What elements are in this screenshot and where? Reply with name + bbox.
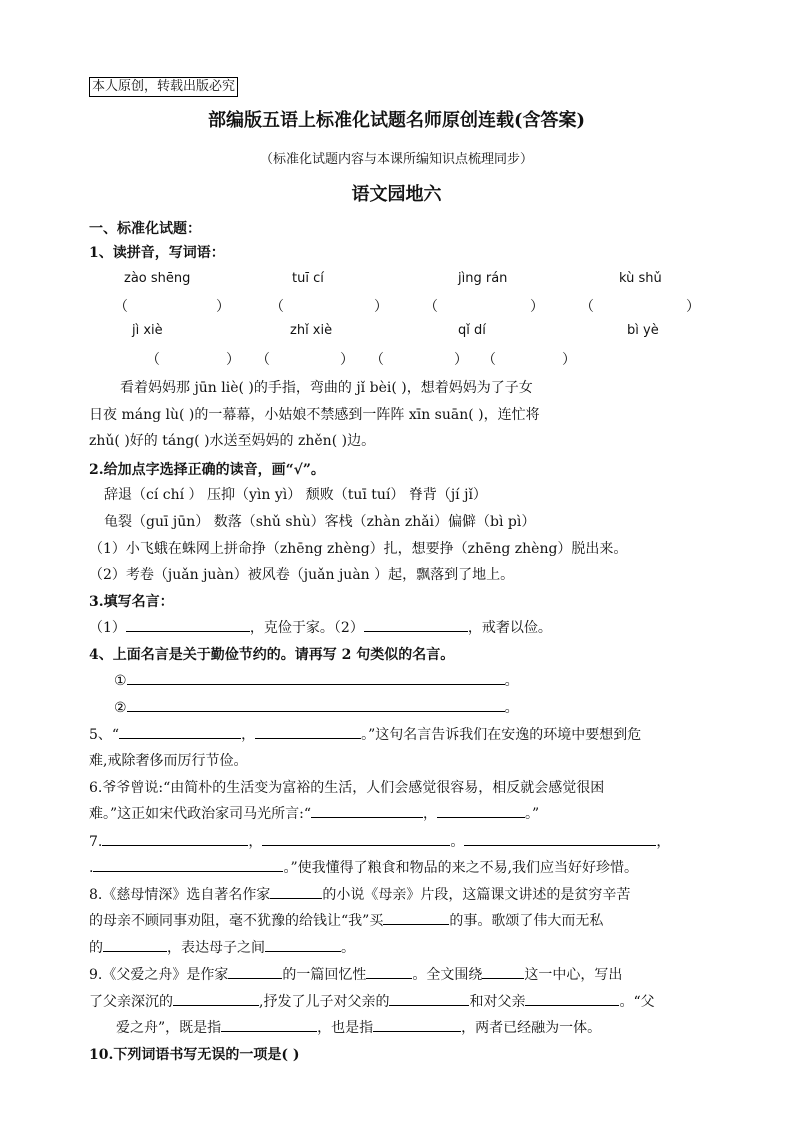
q6-blank-1[interactable]: [311, 803, 423, 818]
pinyin-8: bì yè: [627, 323, 659, 338]
q9-blank-1[interactable]: [228, 964, 282, 979]
answer-paren-7[interactable]: （ ）: [370, 352, 468, 368]
q1-paragraph-line-1: 看着妈妈那 jūn liè( )的手指，弯曲的 jǐ bèi( )，想着妈妈为了子女: [120, 380, 533, 396]
q7-blank-2[interactable]: [262, 831, 450, 846]
answer-paren-4[interactable]: （ ）: [580, 299, 700, 315]
pinyin-7: qǐ dí: [458, 323, 486, 338]
section-heading: 一、标准化试题：: [89, 221, 201, 237]
q9-blank-3[interactable]: [482, 964, 524, 979]
q1-title: 1、读拼音，写词语：: [89, 245, 225, 261]
answer-paren-5[interactable]: （ ）: [146, 352, 240, 368]
q9-blank-5[interactable]: [389, 991, 469, 1006]
answer-paren-3[interactable]: （ ）: [424, 299, 544, 315]
q10-title: 10.下列词语书写无误的一项是( ): [89, 1047, 300, 1063]
q6-line-1: 6.爷爷曾说:“由简朴的生活变为富裕的生活，人们会感觉很容易，相反就会感觉很困: [89, 780, 605, 796]
answer-paren-1[interactable]: （ ）: [114, 299, 230, 315]
q3-blank-2[interactable]: [364, 617, 468, 632]
q8-line-3: 的 ，表达母子之间 。: [89, 937, 355, 957]
q4-item-1: ① 。: [114, 670, 519, 690]
q7-line-2: . 。”使我懂得了粮食和物品的来之不易,我们应当好好珍惜。: [89, 857, 638, 877]
document-subtitle: （标准化试题内容与本课所编知识点梳理同步）: [259, 152, 533, 167]
q7-blank-4[interactable]: [93, 857, 283, 872]
lesson-title: 语文园地六: [351, 184, 442, 205]
q2-line-4: （2）考卷（juǎn juàn）被风卷（juǎn juàn ）起，飘落到了地上。: [89, 567, 515, 583]
q9-line-1: 9.《父爱之舟》是作家 的一篇回忆性 。全文围绕 这一中心，写出: [89, 964, 622, 984]
q9-blank-4[interactable]: [173, 991, 259, 1006]
q5-line-2: 难,戒除奢侈而厉行节俭。: [89, 753, 248, 769]
q2-line-2: 龟裂（guī jūn） 数落（shǔ shù）客栈（zhàn zhǎi）偏僻（bì pì）: [104, 514, 536, 530]
q5-blank-2[interactable]: [255, 724, 361, 739]
copyright-notice: 本人原创，转载出版必究: [89, 77, 238, 97]
q7-blank-1[interactable]: [102, 831, 248, 846]
q7-line-1: 7. ， 。 ，: [89, 831, 670, 851]
q4-title: 4、上面名言是关于勤俭节约的。请再写 2 句类似的名言。: [89, 647, 455, 663]
q4-item-2: ② 。: [114, 697, 519, 717]
answer-paren-6[interactable]: （ ）: [256, 352, 354, 368]
q8-blank-2[interactable]: [383, 910, 449, 925]
q4-blank-1[interactable]: [127, 670, 505, 685]
q5-line-1: 5、“ ， 。”这句名言告诉我们在安逸的环境中要想到危: [89, 724, 641, 744]
q2-line-3: （1）小飞蛾在蛛网上拼命挣（zhēng zhèng）扎，想要挣（zhēng zhèng）脱出来。: [89, 541, 628, 557]
q9-blank-6[interactable]: [525, 991, 619, 1006]
q7-blank-3[interactable]: [464, 831, 656, 846]
pinyin-1: zào shēng: [124, 271, 191, 286]
pinyin-4: kù shǔ: [619, 271, 662, 286]
q8-blank-1[interactable]: [270, 884, 322, 899]
pinyin-5: jì xiè: [132, 323, 163, 338]
q3-blank-1[interactable]: [126, 617, 250, 632]
pinyin-3: jìng rán: [458, 271, 508, 286]
q8-blank-3[interactable]: [103, 937, 167, 952]
q8-blank-4[interactable]: [265, 937, 341, 952]
q9-blank-8[interactable]: [373, 1017, 461, 1032]
q1-paragraph-line-3: zhǔ( )好的 táng( )水送至妈妈的 zhěn( )边。: [89, 433, 376, 449]
q9-line-3: 爱之舟”，既是指 ，也是指 ，两者已经融为一体。: [116, 1017, 601, 1037]
q3-title: 3.填写名言：: [89, 594, 174, 610]
pinyin-6: zhǐ xiè: [290, 323, 333, 338]
q2-line-1: 辞退（cí chí ） 压抑（yìn yì） 颓败（tuī tuí） 脊背（jí jǐ）: [104, 487, 487, 503]
q6-line-2: 难。”这正如宋代政治家司马光所言:“ ， 。”: [89, 803, 539, 823]
answer-paren-2[interactable]: （ ）: [270, 299, 388, 315]
q1-paragraph-line-2: 日夜 máng lù( )的一幕幕，小姑娘不禁感到一阵阵 xīn suān( )，连忙将: [89, 407, 540, 423]
q9-line-2: 了父亲深沉的 ,抒发了儿子对父亲的 和对父亲 。“父: [89, 991, 655, 1011]
q8-line-1: 8.《慈母情深》选自著名作家 的小说《母亲》片段，这篇课文讲述的是贫穷辛苦: [89, 884, 630, 904]
q2-title: 2.给加点字选择正确的读音，画“√”。: [89, 462, 325, 478]
answer-paren-8[interactable]: （ ）: [482, 352, 576, 368]
q9-blank-7[interactable]: [221, 1017, 317, 1032]
q9-blank-2[interactable]: [366, 964, 412, 979]
q6-blank-2[interactable]: [437, 803, 525, 818]
pinyin-2: tuī cí: [292, 271, 324, 286]
document-title: 部编版五语上标准化试题名师原创连载(含答案): [207, 110, 586, 131]
q5-blank-1[interactable]: [119, 724, 241, 739]
q8-line-2: 的母亲不顾同事劝阻，毫不犹豫的给钱让“我”买 的事。歌颂了伟大而无私: [89, 910, 603, 930]
q4-blank-2[interactable]: [127, 697, 505, 712]
q3-line: （1） ，克俭于家。（2） ，戒奢以俭。: [89, 617, 552, 637]
